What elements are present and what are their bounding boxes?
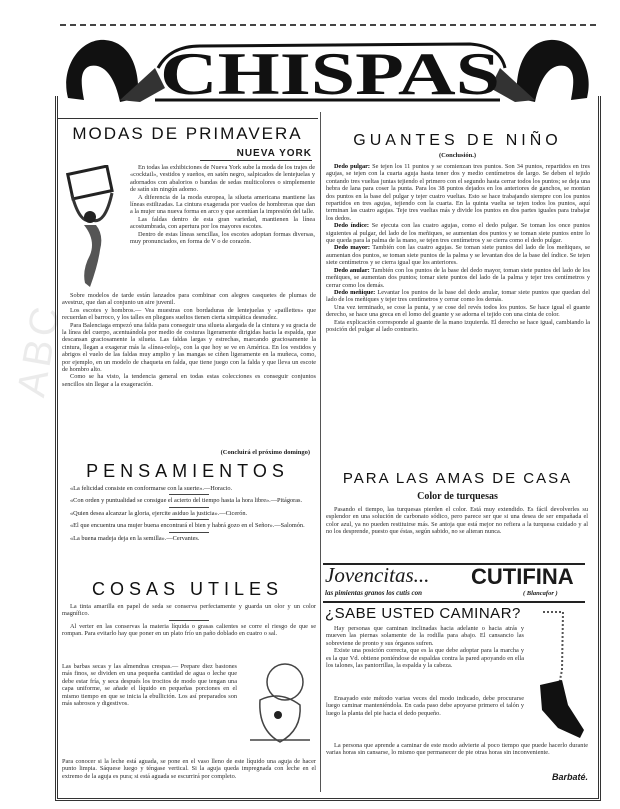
modas-subtitle: NUEVA YORK [200, 148, 312, 161]
paragraph: Los escotes y hombros.— Vea muestras con bordaduras de lentejuelas y «paillettes» que recuerdan el barroco, y los talles en pliegues sueltos tienen cierta simpática desnudez. [62, 306, 316, 322]
fashion-illustration [60, 165, 130, 290]
paragraph: Hay personas que caminan inclinadas hacia adelante o hacia atrás y mueven las piernas solamente de la rodilla para abajo. El cansancio las sobreviene de pronto y sus órganos sufren. [326, 625, 524, 647]
paragraph: Dentro de estas líneas sencillas, los escotes adoptan formas diversas, muy pronunciados, en forma de V o de corazón. [130, 230, 315, 246]
cook-illustration [240, 660, 318, 750]
paragraph: Dedo meñique: Levantar los puntos de la base del dedo anular, tomar siete puntos que quedan del lado de los meñiques y tejer tres centímetros y cerrar como los demás. [326, 288, 590, 304]
paragraph: A diferencia de la moda europea, la silueta americana mantiene las líneas estilizadas. La cintura exagerada por vuelos de hombreras que dan a la mujer una nueva forma en arco y que acentúan la impresión del talle. [130, 193, 315, 216]
cutifina-ad [323, 563, 585, 603]
caminar-body-top [326, 625, 524, 692]
modas-continued: (Concluirá el próximo domingo) [220, 449, 310, 456]
top-border [60, 24, 596, 26]
column-rule [320, 112, 321, 792]
cosas-intro [62, 603, 316, 659]
paragraph: Como se ha visto, la tendencia general en todas estas colecciones es conseguir conjuntos sencillos sin llegar a la exageración. [62, 373, 316, 388]
ad-brand: CUTIFINA [471, 564, 574, 589]
paragraph: La persona que aprende a caminar de este modo advierte al poco tiempo que puede hacerlo durante varias horas sin cansarse, lo mismo que permanecer de pie otras horas sin inconveniente. [326, 742, 588, 757]
modas-body [62, 292, 316, 442]
divider [58, 118, 318, 119]
paragraph: Al verter en las conservas la materia líquida o grasas calientes se corre el riesgo de que se rompan. Para evitarlo hay que poner en un plato frío un paño doblado en cuatro o sal. [62, 622, 316, 638]
paragraph: Dedo pulgar: Se tejen los 11 puntos y se comienzan tres puntos. Son 34 puntos, repartidos en tres agujas, se tejen con la cuarta aguja hasta tener dos y medio centímetros de largo. Se deben el tejido contando tres vueltas juntas tejiendo el primero con el segundo hasta cerrar todos los puntos; se deja una hebra de lana para coser la punta. Para los 38 puntos dejados en los anteriores de ganchos, se montan dos puntos en la base del pulgar y tejer cuatro vueltas. Esto se hace trabajando siempre con los puntos repartidos en tres agujas, tejiendo con la cuarta. En la quinta vuelta se tejen todos los puntos, aquí terminan las cuatro agujas. Teje tres vueltas más y divide los puntos en dos partes iguales para trabajar los dedos. [326, 163, 590, 222]
pensamientos-title: PENSAMIENTOS [86, 461, 289, 481]
ribbon-left-icon [66, 40, 138, 102]
quote: «La felicidad consiste en conformarse con la suerte».—Horacio. [70, 485, 233, 492]
quote: «Con orden y puntualidad se consigue el acierto del tiempo hasta la hora libre».—Pitágoras. [70, 497, 303, 505]
guantes-body [326, 163, 590, 459]
paragraph: Pasando el tiempo, las turquesas pierden el color. Está muy extendido. Es fácil devolverles su esplendor en una solución de carbonato sódico, pero parece ser que si una desea de ser empañada el color azul, ya no pueden restituirse más. Se antoja que está mejor no refiera a la turquesa cuidado y al no los desprende, puesto que éstas, según sabido, no se alteran nunca. [326, 506, 588, 536]
leg-shoe-illustration [528, 610, 588, 740]
amas-title: PARA LAS AMAS DE CASA [342, 470, 573, 487]
masthead-banner [60, 28, 595, 104]
paragraph: Dedo índice: Se ejecuta con las cuatro agujas, como el dedo pulgar. Se toman los once puntos siguientes al pulgar, del lado de los meñiques, se aumentan dos puntos y se toman siete puntos entre lo que queda para la palma de la mano, se tejen tres centímetros y se cierra como el dedo pulgar. [326, 222, 590, 245]
paragraph: En todas las exhibiciones de Nueva York sube la moda de los trajes de «cocktail», vestidos y sueños, en satén negro, salpicados de lentejuelas y adornados con abalorios o bandas de sedas multicolores o simplemente de satín sin ningún adorno. [130, 164, 315, 194]
watermark: ABC [9, 299, 69, 401]
paragraph: Dedo anular: También con los puntos de la base del dedo mayor, toman siete puntos del lado de los meñiques, se aumentan dos puntos; tomar siete puntos del lado de la palma y tejer tres centímetros y cerrar como los demás. [326, 266, 590, 289]
caminar-signature: Barbaté. [551, 772, 588, 782]
ad-tagline: las pimientas granos los cutis con [325, 589, 423, 597]
amas-subtitle: Color de turquesas [417, 491, 498, 502]
paragraph: Dedo mayor: También con las cuatro agujas. Se toman siete puntos del lado de los meñiques, se aumentan dos puntos, se toman siete puntos de la palma y se levantan dos de la base del índice. Se tejen siete centímetros y se cierra igual que los anteriores. [326, 244, 590, 267]
modas-intro [130, 164, 315, 290]
caminar-body-bottom [326, 742, 588, 766]
paragraph: Esta explicación corresponde al guante de la mano izquierda. El derecho se hace igual, cambiando la posición del pulgar al lado contrario. [326, 318, 590, 333]
quote: «Quien desea alcanzar la gloria, ejercite asiduo la justicia».—Cicerón. [70, 509, 248, 517]
ribbon-right-icon [517, 40, 589, 102]
amas-body [326, 506, 588, 558]
ad-maker: ( Blancafor ) [523, 590, 558, 597]
pensamientos-quotes [62, 485, 316, 577]
caminar-title: ¿SABE USTED CAMINAR? [325, 605, 521, 622]
cosas-title: COSAS UTILES [91, 579, 284, 599]
caminar-body-mid [326, 695, 524, 740]
guantes-title: GUANTES DE NIÑO [353, 132, 562, 149]
paragraph: Sobre modelos de tarde están lanzados para combinar con alegres casquetes de plumas de avestruz, que dan al conjunto un aire juvenil. [62, 292, 316, 307]
guantes-subtitle: (Conclusión.) [438, 152, 477, 159]
quote: «La buena madeja deja en la semilla».—Cervantes. [70, 534, 200, 542]
quote: «El que encuentra una mujer buena encontrará el bien y habrá gozo en el Señor».—Salomón. [70, 522, 305, 530]
masthead-title: CHISPAS [160, 41, 500, 104]
modas-title: MODAS DE PRIMAVERA [72, 124, 303, 143]
paragraph: La tinta amarilla en papel de seda se conserva perfectamente y guarda un olor y un color magnífico. [62, 603, 316, 618]
paragraph: Para Balenciaga empezó una falda para conseguir una silueta alargada de la cintura y su gracia de la línea del cuerpo, acentuándola por medio de costuras ligeramente dirigidas hacia la espalda, que descansan graciosamente la silueta. Las faldas largas y estrechas, marcando graciosamente la cintura, llegan a exagerar más la «línea-reloj», con la que hoy se ve en América. En los vestidos y abrigos el vuelo de las faldas muy amplio y las mangas se ciñen ligeramente en la muñeca, como, por ejemplo, en un modelo de chaqueta en falda, que tiene juego con la falda y que lleva un escote de hombro alto. [62, 321, 316, 374]
paragraph: Ensayado este método varias veces del modo indicado, debe procurarse luego caminar manteniéndola. En cada paso debe apoyarse primero el talón y luego la planta del pie hacia el dedo pequeño. [326, 695, 524, 717]
paragraph: Las faldas dentro de esta gran variedad, mantienen la línea acostumbrada, con apertura por los mayores escotes. [130, 215, 315, 231]
paragraph: Una vez terminado, se cose la punta, y se cose del revés todos los puntos. Se hace igual el guante derecho, se hace una greca en el lomo del guante y se adorna el tejido con una cinta de color. [326, 303, 590, 319]
ad-headline: Jovencitas... [325, 563, 430, 587]
paragraph: Existe una posición correcta, que es la que debe adoptar para la marcha y es la que Vd. obtiene poniéndose de espaldas contra la pared apoyando en ella los talones, las pantorrillas, la espalda y la cabeza. [326, 647, 524, 670]
cosas-last: Para conocer si la leche está aguada, se pone en el vaso lleno de este líquido una aguja de hacer punto limpia. Sáquese luego y téngase vertical. Si la aguja queda impregnada con leche en el extremo de la aguja es pura; si está aguada se escurrirá por completo. [62, 758, 316, 780]
cosas-recipe: Las barbas secas y las almendras crespas.— Prepare diez bastones más finos, se dividen en una pequeña cantidad de agua o leche que debe estar fría, y seca después los trocitos de modo que tengan una capa uniforme, se añade el líquido en pequeñas porciones en el mismo tiempo en que se inicia la ebullición. Los así preparados son más sabrosos y digestivos. [62, 663, 237, 708]
